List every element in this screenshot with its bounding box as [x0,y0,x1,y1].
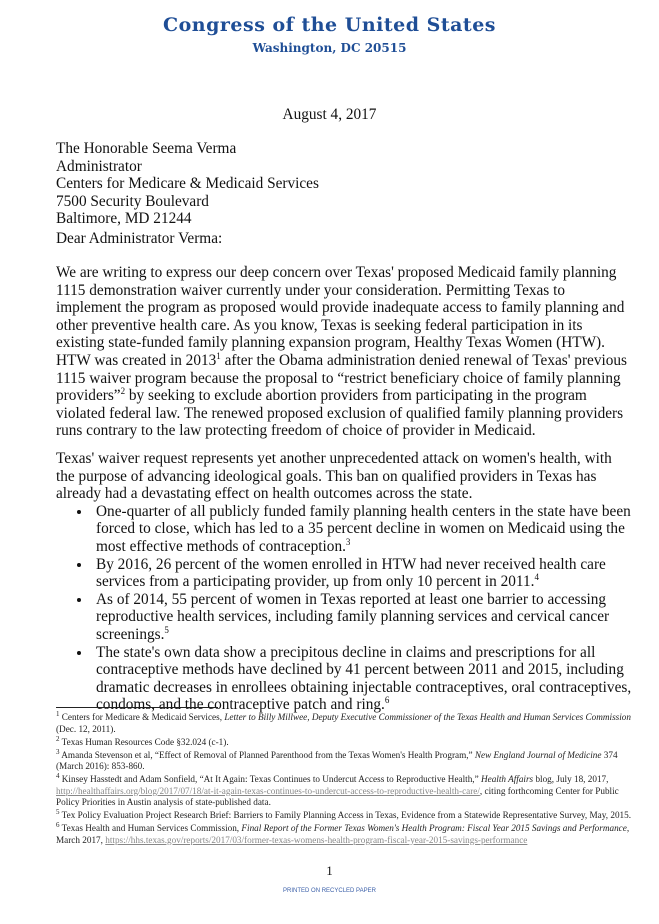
text: New England Journal of Medicine [474,749,602,760]
recipient-address [56,140,319,228]
footnote [56,734,636,749]
text: March 2017, [56,834,106,845]
text: blog, July 18, 2017, [533,774,609,784]
text: Health Affairs [480,774,534,784]
footnote-ref: 2 [120,386,126,397]
address-line: Administrator [56,157,142,175]
footnote-ref: 1 [216,350,221,361]
letter-date: August 4, 2017 [282,106,377,123]
address-line: Centers for Medicare & Medicaid Services [56,175,319,193]
footnote-ref: 5 [164,624,169,635]
paragraph-2 [56,450,634,714]
text: We are writing to express our deep concern over Texas' proposed Medicaid family planning 1115 demonstration waiver currently under your consideration. Permitting Texas to implement the program as proposed would provide inadequate access to family planning and other preventive health care. As you know, Texas is seeking federal participation in its existing state-funded family planning expansion program, Healthy Texas Women (HTW). HTW was created in 2013 [56,264,625,369]
paragraph-1 [56,264,634,440]
letterhead-title: Congress of the United States [163,14,496,36]
fn-num: 4 [56,771,60,780]
text: (Dec. 12, 2011). [56,723,116,734]
fn-num: 3 [56,747,60,756]
text: Amanda Stevenson et al, “Effect of Removal of Planned Parenthood from the Texas Women's Health Program,” [61,749,475,760]
footnote-ref: 6 [384,695,390,706]
list-item [92,503,634,556]
text: Centers for Medicare & Medicaid Services, [61,712,225,722]
footnote-link[interactable]: https://hhs.texas.gov/reports/2017/03/former-texas-womens-health-program-fiscal-year-2015-savings-performance [105,834,528,845]
text: , citing forthcoming Center for Public Policy Priorities in Austin analysis of state-published data. [56,785,619,807]
text: Texas' waiver request represents yet another unprecedented attack on women's health, with the purpose of advancing ideological goals. This ban on qualified providers in Texas has already had a devastating effect on health outcomes across the state. [56,450,612,503]
footnote-ref: 3 [345,536,351,547]
footnote [56,771,636,809]
letterhead-subtitle: Washington, DC 20515 [252,41,407,55]
recycled-paper-note: PRINTED ON RECYCLED PAPER [283,888,376,894]
list-item [92,644,634,714]
text: Texas Human Resources Code §32.024 (c-1). [61,736,229,747]
footnote [56,807,636,822]
text: 374 (March 2016): 853-860. [56,749,618,771]
text: By 2016, 26 percent of the women enrolled in HTW had never received health care services from a participating provider, up from only 10 percent in 2011. [96,555,606,591]
address-line: 7500 Security Boulevard [56,192,209,210]
text: Tex Policy Evaluation Project Research Brief: Barriers to Family Planning Access in Texas, Evidence from a Statewide Representative Survey, May, 2015. [61,810,632,820]
bullet-list [56,503,634,714]
address-line: Baltimore, MD 21244 [56,210,192,228]
list-item [92,591,634,644]
fn-num: 2 [56,734,60,743]
text: Final Report of the Former Texas Women's Health Program: Fiscal Year 2015 Savings and Performance, [241,823,630,833]
footnotes [56,709,636,848]
fn-num: 5 [56,807,60,816]
salutation: Dear Administrator Verma: [56,230,223,247]
text: Letter to Billy Millwee, Deputy Executive Commissioner of the Texas Health and Human Services Commission [224,712,631,722]
text: One-quarter of all publicly funded family planning health centers in the state have been forced to close, which has led to a 35 percent decline in women on Medicaid using the most effective methods of contraception. [96,502,631,555]
text: by seeking to exclude abortion providers from participating in the program violated federal law. The renewed proposed exclusion of qualified family planning providers runs contrary to the law protecting freedom of choice of provider in Medicaid. [56,387,624,440]
footnote [56,820,636,846]
page-number: 1 [326,863,333,878]
fn-num: 1 [56,709,60,718]
footnote-link[interactable]: http://healthaffairs.org/blog/2017/07/18/at-it-again-texas-continues-to-undercut-access-to-reproductive-health-care/ [56,785,480,796]
list-item [92,556,634,591]
footnote-divider [56,707,218,708]
footnote-ref: 4 [534,572,539,583]
text: As of 2014, 55 percent of women in Texas reported at least one barrier to accessing reproductive health services, including family planning services and cervical cancer screenings. [96,590,610,643]
text: Kinsey Hasstedt and Adam Sonfield, “At It Again: Texas Continues to Undercut Access to Reproductive Health,” [61,774,481,784]
address-line: The Honorable Seema Verma [56,140,237,157]
text: after the Obama administration denied renewal of Texas' previous 1115 waiver program because the proposal to “restrict beneficiary choice of family planning providers” [56,351,627,405]
text: The state's own data show a precipitous decline in claims and prescriptions for all contraceptive methods have declined by 41 percent between 2011 and 2015, including dramatic decreases in enrollees obtaining injectable contraceptives, oral contraceptives, condoms, and the contraceptive patch and ring. [96,643,632,714]
footnote [56,747,636,773]
fn-num: 6 [56,820,60,829]
text: Texas Health and Human Services Commission, [61,823,242,833]
footnote [56,709,636,735]
